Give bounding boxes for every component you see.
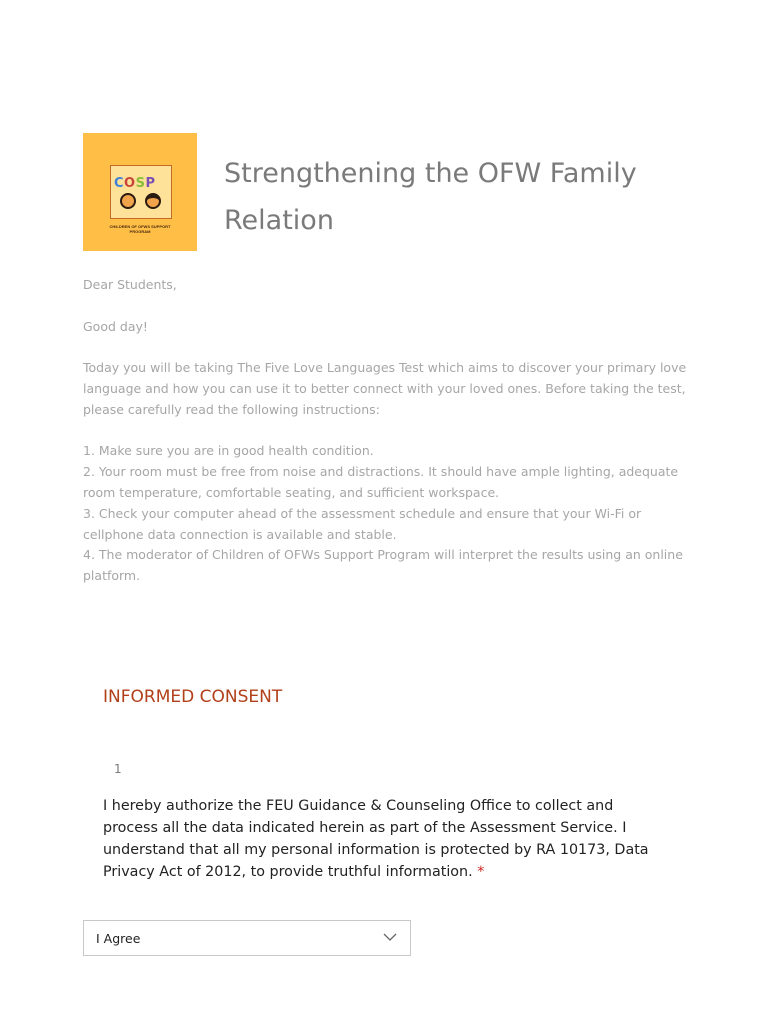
logo-letters: COSP — [114, 176, 156, 191]
question-label: I hereby authorize the FEU Guidance & Counseling Office to collect and process all the data indicated herein as part of the Assessment Service. I understand that all my personal information is protected by RA 10173, Data Privacy Act of 2012, to provide truthful information. — [103, 798, 649, 880]
form-title: Strengthening the OFW Family Relation — [224, 158, 637, 236]
consent-dropdown-value: I Agree — [96, 931, 141, 946]
instruction-item: 3. Check your computer ahead of the assessment schedule and ensure that your Wi-Fi or cellphone data connection is available and stable. — [83, 505, 642, 542]
instruction-item: 2. Your room must be free from noise and distractions. It should have ample lighting, adequate room temperature, comfortable seating, and sufficient workspace. — [83, 464, 679, 500]
question-number: 1 — [114, 762, 122, 776]
form-description — [83, 275, 693, 587]
logo-emblem — [110, 165, 172, 219]
child-face-icon — [120, 193, 136, 209]
consent-dropdown[interactable] — [83, 920, 411, 956]
cosp-logo — [83, 133, 197, 251]
logo-caption: CHILDREN OF OFWS SUPPORT PROGRAM — [109, 224, 171, 234]
greeting: Dear Students, — [83, 277, 177, 292]
instruction-item: 4. The moderator of Children of OFWs Support Program will interpret the results using an online platform. — [83, 547, 683, 584]
instruction-item: 1. Make sure you are in good health condition. — [83, 443, 374, 459]
salutation: Good day! — [83, 318, 148, 334]
chevron-down-icon[interactable] — [382, 929, 398, 945]
section-title: INFORMED CONSENT — [103, 687, 283, 707]
required-marker: * — [477, 864, 485, 880]
child-face-icon — [145, 193, 161, 209]
intro-body: Today you will be taking The Five Love Languages Test which aims to discover your primary love language and how you can use it to better connect with your loved ones. Before taking the test, please carefully read the following instructions: — [83, 360, 687, 417]
question-text — [103, 795, 671, 883]
